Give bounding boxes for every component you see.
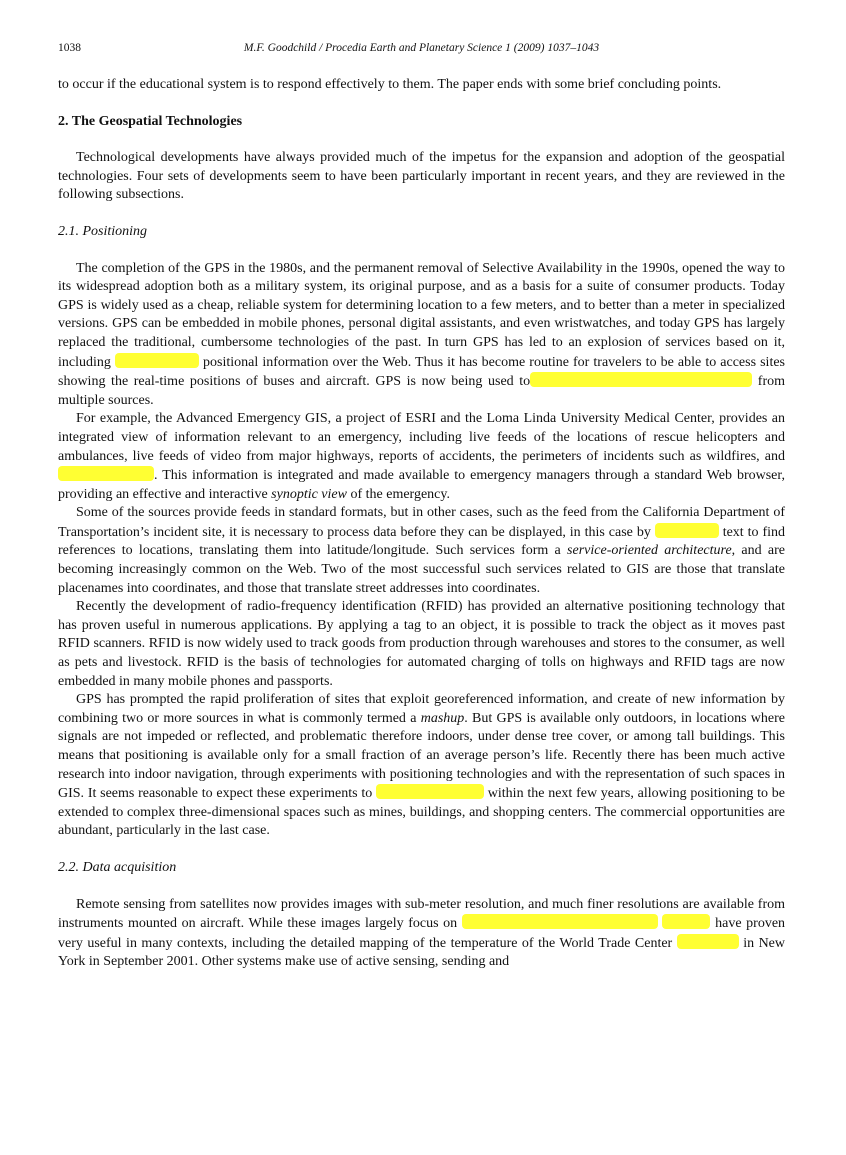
highlight-redaction — [115, 353, 199, 368]
text-run: . But GPS is available only outdoors, in locations where signals are not impeded or reflected, and problematic therefore indoors, under dense tree cover, or among tall buildings. This means that positioning is available only for a small fraction of an average person’s life. Recently there has been much active research into indoor navigation, through experiments with positioning technologies and with the representation of such spaces in GIS. It seems reasonable to expect these experiments to — [58, 710, 786, 802]
positioning-paragraph-1 — [58, 260, 785, 411]
highlight-redaction — [462, 914, 658, 929]
section-2-paragraph: Technological developments have always provided much of the impetus for the expansion and adoption of the geospatial technologies. Four sets of developments seem to have been particularly important in recent years, and they are reviewed in the following subsections. — [58, 150, 785, 203]
highlight-redaction — [376, 784, 484, 799]
text-run: The completion of the GPS in the 1980s, and the permanent removal of Selective Availability in the 1990s, opened the way to its widespread adoption both as a military system, its original purpose, and as a basis for a suite of consumer products. Today GPS is widely used as a cheap, reliable system for determining location to a few meters, and to better than a meter in specialized versions. GPS can be embedded in mobile phones, personal digital assistants, and even wristwatches, and today GPS has largely replaced the traditional, cumbersome technologies of the past. In turn GPS has led to an explosion of services based on it, including — [58, 260, 785, 370]
text-run: text to find references to locations, translating them into latitude/longitude. Such services form a — [58, 524, 786, 559]
running-head — [58, 38, 785, 58]
emphasis-synoptic-view: synoptic view — [271, 486, 347, 502]
text-run: in New York in September 2001. Other systems make use of active sensing, sending and — [58, 935, 786, 970]
positioning-paragraph-5 — [58, 691, 785, 841]
journal-reference: M.F. Goodchild / Procedia Earth and Planetary Science 1 (2009) 1037–1043 — [243, 42, 600, 54]
text-run: GPS has prompted the rapid proliferation of sites that exploit georeferenced information, and create of new information by combining two or more sources in what is commonly termed a — [58, 692, 785, 726]
highlight-redaction — [58, 466, 154, 481]
text-run: of the emergency. — [350, 486, 450, 502]
text-run: Some of the sources provide feeds in standard formats, but in other cases, such as the feed from the California Department of Transportation’s incident site, it is necessary to process data before they can be displayed, in this case by — [58, 505, 785, 540]
positioning-paragraph-2 — [58, 410, 785, 504]
text-run: within the next few years, allowing positioning to be extended to complex three-dimensional spaces such as mines, buildings, and shopping centers. The commercial opportunities are abundant, particularly in the last case. — [58, 786, 785, 839]
highlight-redaction — [662, 914, 710, 929]
subsection-heading-data-acquisition: 2.2. Data acquisition — [58, 859, 177, 875]
intro-continuation: to occur if the educational system is to respond effectively to them. The paper ends with some brief concluding points. — [58, 77, 722, 92]
text-run: Remote sensing from satellites now provides images with sub-meter resolution, and much finer resolutions are available from instruments mounted on aircraft. While these images largely focus on — [58, 896, 785, 932]
emphasis-mashup: mashup — [420, 710, 465, 726]
emphasis-service-oriented-architecture: service-oriented architecture — [567, 543, 732, 559]
document-page — [58, 38, 785, 972]
text-run: . This information is integrated and made available to emergency managers through a standard Web browser, providing an effective and interactive — [58, 468, 785, 502]
text-run: , and are becoming increasingly common on the Web. Two of the most successful such services related to GIS are those that translate placenames into coordinates, and those that translate street addresses into coordinates. — [58, 543, 785, 596]
highlight-redaction — [655, 523, 719, 538]
text-run: For example, the Advanced Emergency GIS, a project of ESRI and the Loma Linda University Medical Center, provides an integrated view of information relevant to an emergency, including live feeds of the locations of rescue helicopters and ambulances, live feeds of video from major highways, reports of accidents, the perimeters of incidents such as wildfires, and — [58, 411, 785, 464]
body-text — [58, 76, 785, 972]
subsection-heading-positioning: 2.1. Positioning — [58, 223, 148, 239]
highlight-redaction — [677, 934, 739, 949]
page-number: 1038 — [58, 42, 81, 54]
text-run: positional information over the Web. Thus it has become routine for travelers to be able to access sites showing the real-time positions of buses and aircraft. GPS is now being used to — [58, 354, 786, 390]
positioning-paragraph-3 — [58, 504, 785, 598]
positioning-paragraph-4: Recently the development of radio-frequency identification (RFID) has provided an alternative positioning technology that has proven useful in numerous applications. By applying a tag to an object, it is possible to track the object as it moves past RFID scanners. RFID is now widely used to track goods from production through warehouses and stores to the consumer, as well as pets and livestock. RFID is the basis of technologies for automated charging of tolls on highways and RFID tags are now embedded in many mobile phones and passports. — [58, 599, 785, 689]
text-run: have proven very useful in many contexts, including the detailed mapping of the temperature of the World Trade Center — [58, 916, 786, 951]
text-run: from multiple sources. — [58, 374, 785, 408]
data-acquisition-paragraph-1 — [58, 896, 785, 972]
section-heading-geospatial-technologies: 2. The Geospatial Technologies — [58, 113, 243, 129]
highlight-redaction — [530, 372, 752, 387]
